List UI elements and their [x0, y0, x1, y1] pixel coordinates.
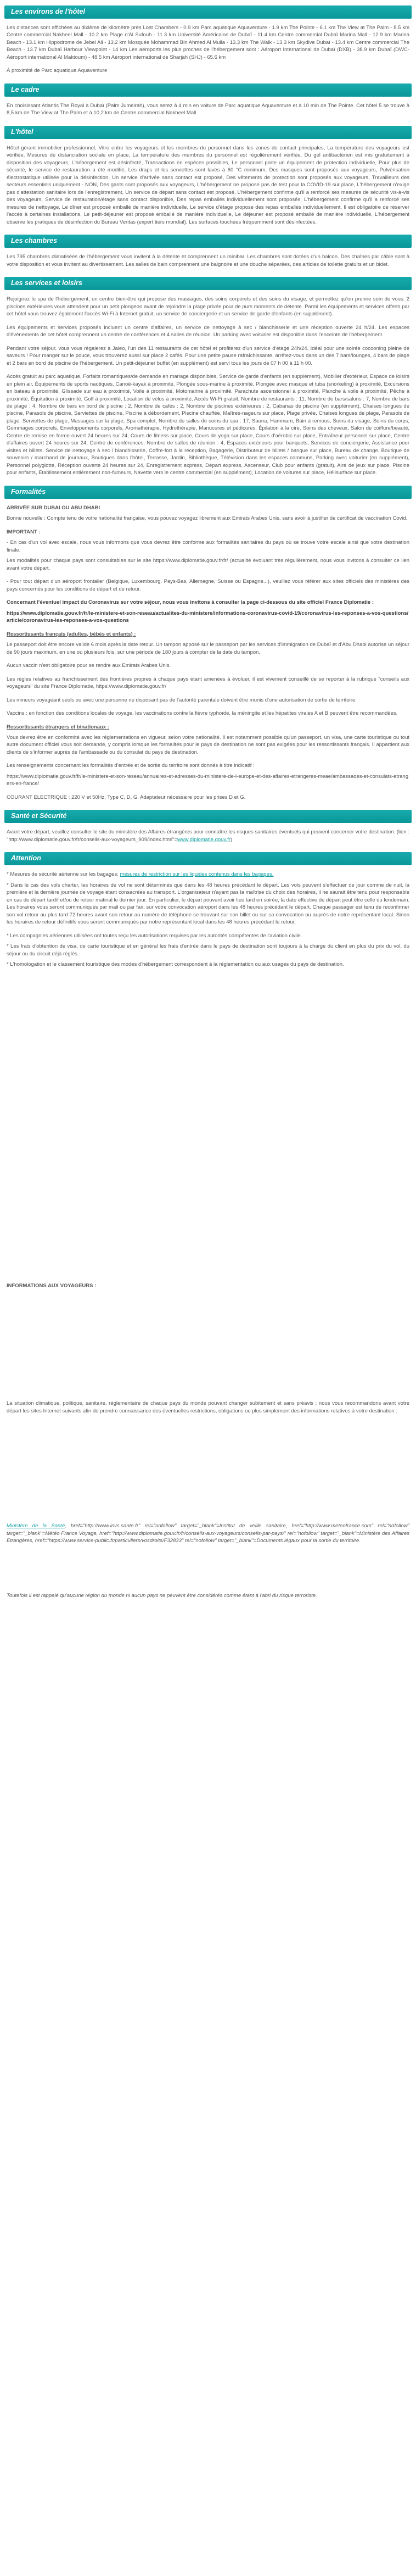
attention-item-charter-flights: * Dans le cas des vols charter, les horaires de vol ne sont déterminés que dans les 48 heures précédant le départ. Les vols peuvent s'effectuer de jour comme de nuit, la première et la dernière journée de voyage étant consacrées au transport. L'organisateur n'ayant pas la maîtrise du choix des horaires, il ne saurait être tenu pour responsable en cas de départ tardif et/ou de retour matinal le dernier jour. En particulier, le départ pouvant avoir lieu tard en soirée, la date effective de départ peut être celle du lendemain. Les horaires vous seront communiqués par mail ou par fax, sur votre convocation aéroport dans les 48 heures précédant le départ. Chaque passager est tenu de reconfirmer son vol retour au plus tard 72 heures avant son retour au numéro de téléphone se trouvant sur son billet ou sur sa convocation ou auprès de notre représentant local. Sinon les horaires de retour définitifs vous seront communiqués par notre représentant local dans les 48 heures précédant le retour. [7, 882, 409, 926]
rooms-description-text: Les 795 chambres climatisées de l'hébergement vous invitent à la détente et comprennent un minibar. Les chambres sont dotées d'un balcon. Des chaînes par câble sont à votre disposition et vous invitent au divertissement. Les salles de bain comprennent une baignoire et une douche séparées, des articles de toilette gratuits et un bidet. [7, 254, 409, 268]
health-safety-text-before: Avant votre départ, veuillez consulter le site du ministère des Affaires étrangères pour connaître les risques sanitaires éventuels qui peuvent concerner votre destination. (lien : "http://www.diplomatie.gouv.fr/fr/conseils-aux-voyageurs_909/index.html"= [7, 829, 409, 843]
formalities-important-item-2: Les modalités pour chaque pays sont consultables sur le site https://www.diplomatie.gouv.fr/fr/ (actualité évoluant très régulièrement, nous vous invitons à consulter ce lien avant votre départ. [7, 558, 409, 571]
section-title-surroundings: Les environs de l'hôtel [4, 5, 412, 19]
formalities-minors-text: Les mineurs voyageant seuls ou avec une personne ne disposant pas de l'autorité parentale doivent être munis d'une autorisation de sortie de territoire. [7, 697, 357, 703]
spacer [4, 1421, 412, 1522]
section-title-rooms: Les chambres [4, 235, 412, 248]
traveler-info-intro-text: La situation climatique, politique, sanitaire, réglementaire de chaque pays du monde pouvant changer subitement et sans préavis ; nous vous recommandons avant votre départ les sites Internet suivants afin de prendre connaissance des éventuelles restrictions, obligations ou plus simplement des informations relatives à votre destination : [7, 1400, 409, 1414]
health-safety-text-after: ) [230, 836, 233, 843]
liquids-restriction-link[interactable]: mesures de restriction sur les liquides contenus dans les bagages. [120, 871, 274, 878]
services-spa-text: Rejoignez le spa de l'hébergement, un centre bien-être qui propose des massages, des soins corporels et des soins du visage, et permettez qu'on prenne soin de vous. 2 piscines extérieures vous attendent pour un petit plongeon avant de rejoindre la plage privée pour de purs moments de détente. Parmi les équipements et services offerts par cet hôtel vous trouvez également l'accès Wi-Fi à Internet gratuit, un service de conciergerie et un service de garde d'enfants (en supplément). [7, 296, 409, 318]
formalities-embassies-url: https://www.diplomatie.gouv.fr/fr/le-ministere-et-son-reseau/annuaires-et-adresses-du-ministere-de-l-europe-et-des-affaires-etrangeres-meae/ambassades-et-consulats-etrangers-en-france/ [7, 773, 408, 787]
attention-item-classification: * L'homologation et le classement touristique des modes d'hébergement correspondent à la réglementation ou aux usages du pays de destination. [7, 961, 344, 968]
section-title-services: Les services et loisirs [4, 277, 412, 290]
formalities-important-item-1: - En cas d'un vol avec escale, nous vous informons que vous devrez être conforme aux formalités sanitaires du pays où se trouve votre escale ainsi que votre destination finale. [7, 539, 409, 553]
surroundings-proximity-text: À proximité de Parc aquatique Aquaventure [7, 68, 108, 74]
health-safety-text [7, 828, 409, 843]
section-rooms [4, 235, 412, 268]
services-dining-text: Pendant votre séjour, vous vous régalerez à Jaleo, l'un des 11 restaurants de cet hôtel et profiterez d'un service d'étage 24h/24. Idéal pour une soirée cocooning pleine de saveurs ! Pour manger sur le pouce, vous trouverez aussi sur place 2 cafés. Pour une petite pause rafraîchissante, arrêtez-vous dans un des 7 bars/lounges, 4 bars de plage et 2 bars en bord de piscine de l'hébergement. Un petit-déjeuner buffet (en supplément) est servi tous les jours de 07 h 00 à 11 h 00. [7, 345, 409, 366]
formalities-covid-notice: Concernant l'éventuel impact du Coronavirus sur votre séjour, nous vous invitons à consulter la page ci-dessous du site officiel France Diplomatie : [7, 599, 374, 606]
spacer [4, 1295, 412, 1400]
formalities-borders-text: Les règles relatives au franchissement des frontières propres à chaque pays étant amenées à évoluer, il est vivement conseillé de se reporter à la rubrique "conseils aux voyageurs" du site France Diplomatie, https://www.diplomatie.gouv.fr/ [7, 676, 409, 690]
formalities-important-heading: IMPORTANT : [7, 528, 41, 535]
formalities-passport-text: Le passeport doit être encore valide 6 mois après la date retour. Un tampon apposé sur le passeport par les services d'immigration de Dubaï et d'Abu Dhabi autorise un séjour de 90 jours maximum, en une ou plusieurs fois, sur une période de 180 jours à compter de la date du tampon. [7, 642, 409, 655]
formalities-vaccines-text: Vaccins : en fonction des conditions locales de voyage, les vaccinations contre la fièvre typhoïde, la méningite et les hépatites virales A et B peuvent être recommandées. [7, 710, 398, 717]
attention-item-baggage [7, 871, 409, 878]
section-title-health-safety: Santé et Sécurité [4, 810, 412, 823]
section-formalities [4, 486, 412, 802]
section-hotel [4, 126, 412, 226]
section-services [4, 277, 412, 477]
hotel-description-text: Hôtel gérant immobilier professionnel, Vitre entre les voyageurs et les membres du personnel dans les zones de contact principales, La température des voyageurs est vérifiée, Mesures de distanciation sociale en place, La température des membres du personnel est régulièrement vérifiée, Du gel antibactérien est mis gratuitement à disposition des voyageurs, L'hébergement est désinfecté, Transactions en espèces possibles, Le personnel porte un équipement de protection individuelle, Pour plus de sécurité, le service de restauration a été modifié, Les draps et les serviettes sont lavés à 60 °C minimum, Des masques sont proposés aux voyageurs, Pulvérisation électrostatique utilisée pour la désinfection, Un service d'arrivée sans contact est proposé, Des vêtements de protection sont proposés aux voyageurs, Travailleurs des secteurs essentiels uniquement - NON, Des gants sont proposés aux voyageurs, L'hébergement ne propose pas de test pour la COVID-19 sur place, L'hébergement n'exige pas d'attestation sanitaire lors de l'enregistrement, Un service de départ sans contact est proposé, L'hébergement confirme qu'il a renforcé ses mesures de sécurité vis-à-vis des voyageurs, Service de restauration/étage sans contact disponible, Des repas emballés individuellement sont proposés, L'hébergement confirme qu'il a renforcé ses mesures de nettoyage, Le dîner est proposé emballé de manière individuelle, Le service d'étage propose des repas emballés individuellement, Il est obligatoire de réserver l'accès à certaines installations, Le petit-déjeuner est proposé emballé de manière individuelle, Le déjeuner est proposé emballé de manière individuelle, L'hébergement observe les pratiques de désinfection du Bureau Veritas (expert tiers mondial), Les surfaces touchées fréquemment sont désinfectées. [7, 144, 409, 225]
spacer [4, 1551, 412, 1592]
section-setting [4, 84, 412, 117]
formalities-foreign-nationals-heading: Ressortissants étrangers et binationaux : [7, 724, 109, 730]
section-title-setting: Le cadre [4, 84, 412, 97]
services-facilities-text: Les équipements et services proposés incluent un centre d'affaires, un service de nettoyage à sec / blanchisserie et une réception ouverte 24 h/24. Les espaces d'événements de cet hôtel comprennent un centre de conférences et 4 salles de réunion. Un parking avec voiturier est disponible dans l'enceinte de l'hébergement. [7, 324, 409, 338]
spacer [4, 975, 412, 1282]
terrorism-disclaimer-text: Toutefois il est rappelé qu'aucune région du monde ni aucun pays ne peuvent être considérés comme étant à l'abri du risque terroriste. [7, 1592, 317, 1599]
section-title-formalities: Formalités [4, 486, 412, 499]
attention-baggage-prefix: * Mesures de sécurité aérienne sur les bagages: [7, 871, 120, 878]
attention-item-airlines: * Les compagnies aériennes utilisées ont toutes reçu les autorisations requises par les autorités compétentes de l'aviation civile. [7, 932, 302, 939]
formalities-french-nationals-heading: Ressortissants français (adultes, bébés et enfants) : [7, 631, 136, 637]
formalities-covid-url: https://www.diplomatie.gouv.fr/fr/le-ministere-et-son-reseau/actualites-du-ministere/informations-coronavirus-covid-19/coronavirus-les-reponses-a-vos-questions/article/coronavirus-les-reponses-a-vos-questions [7, 610, 409, 624]
section-title-attention: Attention [4, 852, 412, 865]
surroundings-distances-text: Les distances sont affichées au dixième de kilomètre près Lost Chambers - 0.9 km Parc aquatique Aquaventure - 1.9 km The Pointe - 6.1 km The View at The Palm - 8.5 km Centre commercial Nakheel Mall - 10.2 km Plage d'Al Sufouh - 11.3 km Université Américaine de Dubaï - 11.4 km Centre commercial Dubaï Marina Mall - 12.9 km Marina Beach - 13.1 km Hippodrome de Jebel Ali - 13.2 km Mosquée Mohammad Bin Ahmed Al Mulla - 13.3 km The Walk - 13.3 km Skydive Dubaï - 13.4 km Centre commercial The Beach - 13.7 km Dubaï Harbour Viewpoint - 14 km Les aéroports les plus proches de l'hébergement sont : Aéroport International de Dubaï (DXB) - 38.9 km Dubaï (DWC-Aéroport international Al Maktoum) - 48.5 km Aéroport international de Sharjah (SHJ) - 65.6 km [7, 25, 409, 60]
formalities-electricity-text: COURANT ELECTRIQUE : 220 V et 50Hz. Type C, D, G. Adaptateur nécessaire pour les prises D et G. [7, 794, 246, 800]
health-ministry-link[interactable]: Ministère de la Santé [7, 1523, 65, 1529]
services-amenities-list: Accès gratuit au parc aquatique, Forfaits romantiques/de demande en mariage disponibles, Service de garde d'enfants (en supplément), Mobilier d'extérieur, Espace de loisirs en plein air, Équipements de sports nautiques, Canoë-kayak à proximité, Plongée sous-marine à proximité, Plongée avec masque et tuba (snorkeling) à proximité, Excursions en bateau à proximité, Glissade sur eau à proximité, Voile à proximité, Motomarine à proximité, Parachute ascensionnel à proximité, Planche à voile à proximité, Pêche à proximité, Équitation à proximité, Golf à proximité, Location de vélos à proximité, Accès Wi-Fi gratuit, Nombre de restaurants : 11, Nombre de bars/salons : 7, Nombre de bars de plage : 4, Nombre de bars en bord de piscine : 2, Nombre de cafés : 2, Nombre de piscines extérieures : 2, Cabanas de piscine (en supplément), Chaises longues de piscine, Parasols de piscine, Serviettes de piscine, Piscine à débordement, Piscine chauffée, Maîtres-nageurs sur place, Plage privée, Chaises longues de plage, Parasols de plage, Serviettes de plage, Massages sur la plage, Spa complet, Nombre de salles de soins du spa : 17, Sauna, Hammam, Bain à remous, Soins du visage, Soins du corps, Gommages corporels, Enveloppements corporels, Aromathérapie, Hydrothérapie, Manucures et pédicures, Épilation à la cire, Soins des cheveux, Salon de coiffure/beauté, Centre de remise en forme ouvert 24 heures sur 24, Cours de fitness sur place, Cours de yoga sur place, Cours d'aérobic sur place, Entraîneur personnel sur place, Centre d'affaires ouvert 24 heures sur 24, Centre de conférences, Nombre de salles de réunion : 4, Espaces extérieurs pour banquets, Services de conciergerie, Assistance pour visites et billets, Service de nettoyage à sec / blanchisserie, Coffre-fort à la réception, Bagagerie, Distributeur de billets / banque sur place, Bureau de change, Boutique de souvenirs / marchand de journaux, Boutiques dans l'hôtel, Terrasse, Jardin, Bibliothèque, Télévision dans les espaces communs, Parking avec voiturier (en supplément), Personnel polyglotte, Réception ouverte 24 heures sur 24, Enregistrement express, Départ express, Ascenseur, Club pour enfants (gratuit), Aire de jeux sur place, Piscine pour enfants, Établissement entièrement non-fumeurs, Navette vers le centre commercial (en supplément), Location de voitures sur place, Hélisurface sur place. [7, 374, 409, 476]
traveler-info-links-rest: , href="http://www.invs.sante.fr" rel="nofollow" target="_blank"=Institut de veille sanitaire, href="http://www.meteofrance.com" rel="nofollow" target="_blank"=Météo France Voyage, href="http://www.diplomatie.gouv.fr/fr/conseils-aux-voyageurs/conseils-par-pays/" rel="nofollow" target="_blank"=Ministère des Affaires Etrangères, href="https://www.service-public.fr/particuliers/vosdroits/F32833" rel="nofollow" target="_blank"=Documents légaux pour la sortie du territoire. [7, 1523, 409, 1544]
health-safety-link[interactable]: www.diplomatie.gouv.fr [177, 836, 231, 843]
attention-item-visa-fees: * Les frais d'obtention de visa, de carte touristique et en général les frais d'entrée dans le pays de destination sont toujours à la charge du client en plus du prix du vol, du séjour ou du circuit déjà réglés. [7, 943, 409, 957]
traveler-info-links-text [7, 1522, 409, 1544]
section-title-hotel: L'hôtel [4, 126, 412, 139]
section-attention [4, 852, 412, 968]
formalities-entry-info-text: Les renseignements concernant les formalités d'entrée et de sortie du territoire sont donnés à titre indicatif : [7, 763, 255, 769]
formalities-vaccine-mandatory-text: Aucun vaccin n'est obligatoire pour se rendre aux Emirats Arabes Unis. [7, 663, 171, 669]
setting-text: En choisissant Atlantis The Royal à Dubaï (Palm Jumeirah), vous serez à 4 min en voiture de Parc aquatique Aquaventure et à 10 min de The Pointe. Cet hôtel 5 se trouve à 8,5 km de The View at The Palm et à 10,2 km de Centre commercial Nakheel Mall. [7, 102, 409, 116]
formalities-foreign-nationals-text: Vous devrez être en conformité avec les réglementations en vigueur, selon votre nationalité. Il est notamment possible qu'un passeport, un visa, une carte touristique ou tout autre document officiel vous soit demandé, y compris lorsque les formalités pour le pays de destination ne sont pas exigées pour les ressortissants français. Il appartient aux clients de s'informer auprès de l'ambassade ou du consulat du pays de destination. [7, 735, 409, 755]
section-surroundings [4, 5, 412, 75]
section-health-safety [4, 810, 412, 843]
traveler-info-heading: INFORMATIONS AUX VOYAGEURS : [7, 1282, 97, 1289]
formalities-arrival-text: Bonne nouvelle : Compte tenu de votre nationalité française, vous pouvez voyagez librement aux Emirats Arabes Unis, sans avoir à justifier de certificat de vaccination Covid. [7, 515, 408, 522]
formalities-arrival-heading: ARRIVÉE SUR DUBAI OU ABU DHABI [7, 504, 100, 511]
formalities-important-item-3: - Pour tout départ d'un aéroport frontalier (Belgique, Luxembourg, Pays-Bas, Allemagne, Suisse ou Espagne...), veuillez vous référer aux sites officiels des ministères des pays concernés pour les conditions de départ et de retour. [7, 578, 409, 592]
